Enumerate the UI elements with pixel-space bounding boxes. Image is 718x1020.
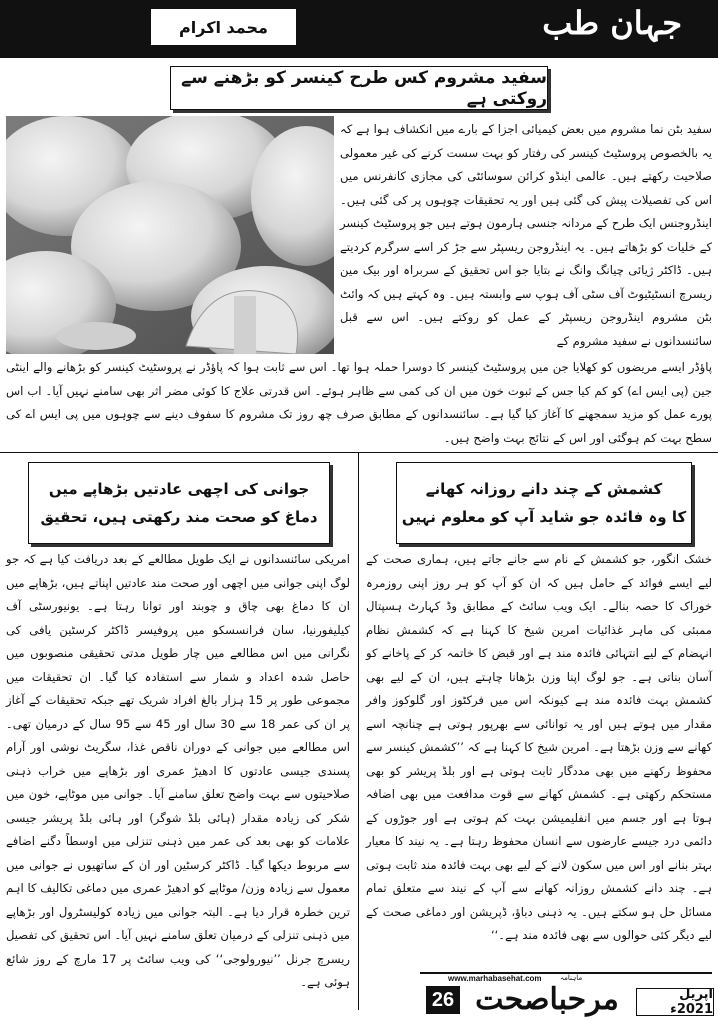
right-article-headline bbox=[396, 462, 692, 544]
section-title: جہان طب bbox=[542, 4, 682, 42]
right-headline-line-1: کشمش کے چند دانے روزانہ کھانے bbox=[425, 480, 663, 498]
left-headline-line-2: دماغ کو صحت مند رکھتی ہیں، تحقیق bbox=[40, 508, 318, 526]
left-article-headline bbox=[28, 462, 330, 544]
main-article-text-beside-photo: سفید بٹن نما مشروم میں بعض کیمیائی اجزا کے بارے میں انکشاف ہوا ہے کہ یہ بالخصوص پروسٹیٹ کینسر کی رفتار کو بہت سست کرنے کی غیر معمولی صلاحیت رکھتے ہیں۔ عالمی اینڈو کرائن سوسائٹی کی مجازی کانفرنس میں اس کی تفصیلات پیش کی گئی ہیں اور یہ تحقیقات چوہوں پر کی گئی ہیں۔ اینڈروجنس ایک طرح کے مردانہ جنسی ہارمون ہوتے ہیں جو پروسٹیٹ کینسر کے خلیات کو بڑھاتے ہیں۔ یہ اینڈروجن ریسپٹر سے جڑ کر اسے سرگرم کردیتے ہیں۔ ڈاکٹر ژیائی چیانگ وانگ نے بتایا جو اس تحقیق کے سربراہ اور بیک مین ریسرچ انسٹیٹیوٹ آف سٹی آف ہوپ سے وابستہ ہیں۔ وہ کہتے ہیں کہ وائٹ بٹن مشروم اینڈروجن ریسپٹر کے عمل کو روکتے ہیں۔ اس سے قبل سائنسدانوں نے سفید مشروم کے bbox=[340, 122, 712, 348]
mushroom-photo bbox=[6, 116, 334, 354]
footer-magazine-label: ماہنامہ bbox=[560, 974, 583, 982]
left-article-text: امریکی سائنسدانوں نے ایک طویل مطالعے کے بعد دریافت کیا ہے کہ جو لوگ اپنی جوانی میں اچھی اور صحت مند عادتیں اپناتے ہیں، بڑھاپے میں ان کا دماغ بھی چاق و چوبند اور توانا رہتا ہے۔ یونیورسٹی آف کیلیفورنیا، سان فرانسسکو میں پروفیسر ڈاکٹر کرسٹین یافی کی نگرانی میں اس مطالعے میں چار طویل مدتی تحقیقی منصوبوں میں حاصل شدہ اعداد و شمار سے استفادہ کیا گیا۔ ان تحقیقات میں مجموعی طور پر 15 ہزار بالغ افراد شریک تھے جبکہ تحقیقات کے آغاز پر ان کی عمر 18 سے 30 سال اور 45 سے 95 سال کے درمیان تھی۔ اس مطالعے میں جوانی کے دوران ناقص غذا، سگریٹ نوشی اور آرام پسندی جیسی عادتوں کا ادھیڑ عمری اور بڑھاپے میں خراب ذہنی صلاحیتوں سے بہت واضح تعلق سامنے آیا۔ جوانی میں موٹاپے، خون میں شکر کی زیادہ مقدار (ہائی بلڈ شوگر) اور ہائی بلڈ پریشر جیسی علامات کو بھی بعد کی عمر میں ذہنی تنزلی میں اوسطاً دگنے اضافے سے مربوط دیکھا گیا۔ ڈاکٹر کرسٹین اور ان کے ساتھیوں نے جوانی میں معمول سے زیادہ وزن/ موٹاپے کو ادھیڑ عمری میں دماغی تکالیف کا اہم ترین خطرہ قرار دیا ہے۔ البتہ جوانی میں زیادہ کولیسٹرول اور بڑھاپے میں ذہنی تنزلی کے درمیان تعلق سامنے نہیں آیا۔ اس تحقیق کی تفصیل ریسرچ جرنل ’’نیورولوجی‘‘ کی ویب سائٹ پر 17 مارچ کے روز شائع ہوئی ہے۔ bbox=[6, 552, 351, 989]
main-article-text-full-width: پاؤڈر ایسے مریضوں کو کھلایا جن میں پروسٹیٹ کینسر کا دوسرا حملہ ہوا تھا۔ اس سے ثابت ہوا کہ پاؤڈر نے پروسٹیٹ کینسر کو بڑھانے والے اینٹی جین (پی ایس اے) کو کم کیا جس کے ثبوت خون میں ان کی کمی سے ظاہر ہوئے۔ اس قدرتی علاج کا کوئی مضر اثر بھی سامنے نہیں آیا۔ اب اس پورے عمل کو مزید سمجھنے کا آغاز کیا گیا ہے۔ سائنسدانوں کے مطابق صرف چھ روز تک مشروم کا سفوف دینے سے چوہوں میں پی ایس اے کی سطح بہت کم ہوگئی اور اس کے نتائج بہت واضح ہیں۔ bbox=[6, 360, 712, 445]
column-divider bbox=[358, 452, 359, 1010]
right-article-text: خشک انگور، جو کشمش کے نام سے جانے جاتے ہیں، ہماری صحت کے لیے ایسے فوائد کے حامل ہیں کہ ان کو آپ کو ہر روز اپنی روزمرہ خوراک کا حصہ بنالے۔ ایک ویب سائٹ کے مطابق وڈ کہارٹ ہسپتال ممبئی کی ماہر غذائیات امرین شیخ کا کہنا ہے کہ کشمش نظام انہضام کے لیے انتہائی فائدہ مند ہے اور قبض کا خاتمہ کر کے پاخانے کو آسان بناتی ہے۔ جو لوگ اپنا وزن بڑھانا چاہتے ہیں، ان کے لیے بھی کشمش بہت فائدہ مند ہے کیونکہ اس میں فرکٹوز اور گلوکوز وافر مقدار میں ہوتے ہیں اور یہ توانائی سے بھرپور ہوتی ہے چنانچہ اسے کھانے سے وزن بڑھتا ہے۔ امرین شیخ کا کہنا ہے کہ ’’کشمش کینسر سے محفوظ رکھنے میں بھی مددگار ثابت ہوتی ہے اور بلڈ پریشر کو بھی مستحکم رکھتی ہے۔ کشمش کھانے سے قوت مدافعت میں بھی اضافہ ہوتا ہے اور جسم میں انفلیمیشن بہت کم ہوتی ہے اور جوڑوں کے دائمی درد جیسے عارضوں سے انسان محفوظ رہتا ہے۔ یہ نیند کا معیار بہتر بنانے اور اس میں سکون لانے کے لیے بھی بہت فائدہ مند ثابت ہوتی ہے۔ چند دانے کشمش روزانہ کھانے سے آپ کے نیند سے متعلق تمام مسائل حل ہو سکتے ہیں۔ یہ ذہنی دباؤ، ڈپریشن اور دماغی صحت کے لیے دیگر کئی حوالوں سے بھی فائدہ مند ہے۔‘‘ bbox=[366, 552, 713, 942]
page-number: 26 bbox=[426, 986, 460, 1014]
footer-website: www.marhabasehat.com bbox=[448, 974, 542, 983]
issue-date: اپریل 2021ء bbox=[636, 988, 714, 1016]
main-article-headline: سفید مشروم کس طرح کینسر کو بڑھنے سے روکتی ہے bbox=[170, 66, 548, 110]
horizontal-divider bbox=[0, 452, 718, 453]
magazine-logo: مرحباصحت bbox=[475, 981, 619, 1017]
left-headline-line-1: جوانی کی اچھی عادتیں بڑھاپے میں bbox=[48, 480, 310, 498]
author-name: محمد اکرام bbox=[150, 8, 297, 46]
right-headline-line-2: کا وہ فائدہ جو شاید آپ کو معلوم نہیں bbox=[401, 508, 687, 526]
